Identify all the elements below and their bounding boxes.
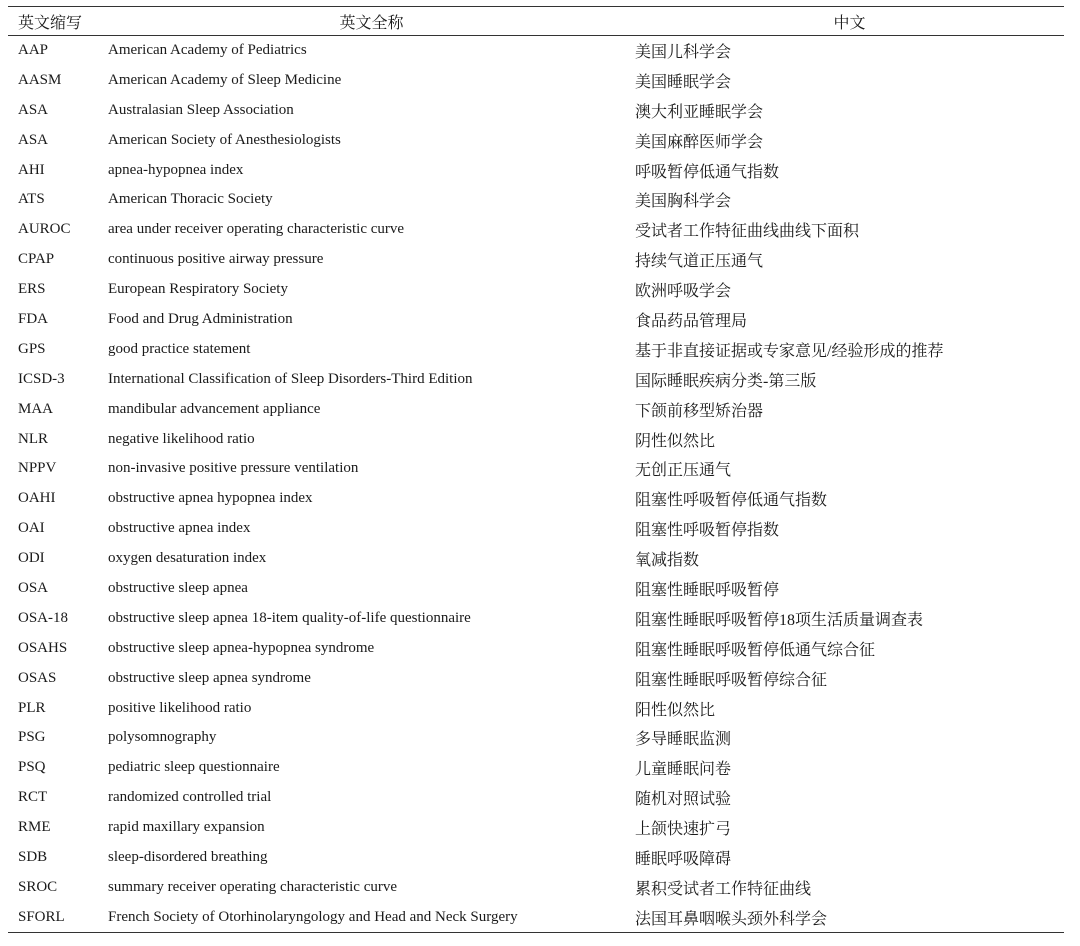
table-row (8, 514, 1064, 544)
cell-abbreviation: SDB (18, 848, 48, 865)
cell-chinese: 阻塞性睡眠呼吸暂停 (635, 581, 780, 599)
table-row (8, 843, 1064, 873)
cell-abbreviation: ASA (18, 101, 49, 118)
table-row (8, 36, 1064, 66)
abbreviation-table (8, 6, 1064, 933)
cell-chinese: 睡眠呼吸障碍 (635, 850, 732, 868)
cell-chinese: 美国儿科学会 (635, 44, 732, 62)
cell-abbreviation: AHI (18, 161, 45, 178)
cell-full-name: non-invasive positive pressure ventilation (108, 460, 359, 477)
cell-chinese: 欧洲呼吸学会 (635, 283, 732, 301)
table-header (8, 7, 1064, 36)
table-row (8, 633, 1064, 663)
cell-chinese: 美国胸科学会 (635, 193, 732, 211)
table-row (8, 275, 1064, 305)
cell-abbreviation: ASA (18, 131, 49, 148)
cell-full-name: obstructive apnea index (108, 520, 251, 537)
cell-abbreviation: AASM (18, 71, 62, 88)
cell-full-name: obstructive sleep apnea 18-item quality-of-life questionnaire (108, 609, 471, 626)
cell-abbreviation: ERS (18, 281, 46, 298)
cell-full-name: obstructive sleep apnea syndrome (108, 669, 311, 686)
cell-abbreviation: OSAHS (18, 639, 68, 656)
table-row (8, 813, 1064, 843)
cell-chinese: 阻塞性睡眠呼吸暂停综合征 (635, 671, 828, 689)
table-row (8, 544, 1064, 574)
cell-abbreviation: GPS (18, 340, 46, 357)
cell-full-name: American Thoracic Society (108, 191, 273, 208)
cell-abbreviation: PSG (18, 729, 46, 746)
cell-full-name: oxygen desaturation index (108, 550, 267, 567)
cell-chinese: 持续气道正压通气 (635, 253, 764, 271)
cell-chinese: 国际睡眠疾病分类-第三版 (635, 372, 817, 390)
table-row (8, 394, 1064, 424)
cell-chinese: 多导睡眠监测 (635, 731, 732, 749)
cell-abbreviation: MAA (18, 400, 54, 417)
cell-chinese: 累积受试者工作特征曲线 (635, 880, 812, 898)
table-row (8, 663, 1064, 693)
cell-chinese: 呼吸暂停低通气指数 (635, 163, 780, 181)
cell-abbreviation: SROC (18, 878, 58, 895)
table-row (8, 454, 1064, 484)
table-row (8, 305, 1064, 335)
cell-abbreviation: FDA (18, 310, 49, 327)
cell-chinese: 澳大利亚睡眠学会 (635, 103, 764, 121)
cell-full-name: obstructive sleep apnea-hypopnea syndrome (108, 639, 375, 656)
cell-abbreviation: OSA (18, 579, 49, 596)
cell-full-name: negative likelihood ratio (108, 430, 255, 447)
cell-abbreviation: OAI (18, 520, 45, 537)
cell-full-name: mandibular advancement appliance (108, 400, 321, 417)
cell-chinese: 阻塞性睡眠呼吸暂停18项生活质量调查表 (635, 611, 924, 629)
table-row (8, 872, 1064, 902)
cell-full-name: apnea-hypopnea index (108, 161, 244, 178)
table-body (8, 36, 1064, 933)
cell-chinese: 法国耳鼻咽喉头颈外科学会 (635, 902, 1064, 932)
table-row (8, 693, 1064, 723)
cell-full-name: summary receiver operating characteristic curve (108, 878, 398, 895)
cell-chinese: 美国睡眠学会 (635, 73, 732, 91)
table-row (8, 125, 1064, 155)
cell-chinese: 随机对照试验 (635, 791, 732, 809)
cell-full-name: good practice statement (108, 340, 251, 357)
cell-full-name: pediatric sleep questionnaire (108, 759, 280, 776)
cell-abbreviation: CPAP (18, 251, 55, 268)
cell-full-name: area under receiver operating characteristic curve (108, 221, 405, 238)
cell-full-name: polysomnography (108, 729, 217, 746)
cell-chinese: 受试者工作特征曲线曲线下面积 (635, 223, 860, 241)
header-full-name: 英文全称 (108, 7, 635, 36)
cell-abbreviation: NPPV (18, 460, 57, 477)
cell-full-name: Australasian Sleep Association (108, 101, 294, 118)
cell-full-name: continuous positive airway pressure (108, 251, 324, 268)
table-row (8, 574, 1064, 604)
cell-chinese: 阳性似然比 (635, 701, 716, 719)
cell-abbreviation: OSAS (18, 669, 57, 686)
cell-full-name: obstructive sleep apnea (108, 579, 248, 596)
cell-abbreviation: OAHI (18, 490, 56, 507)
table-row (8, 364, 1064, 394)
cell-chinese: 阻塞性呼吸暂停低通气指数 (635, 492, 828, 510)
cell-abbreviation: ODI (18, 550, 45, 567)
cell-full-name: rapid maxillary expansion (108, 819, 265, 836)
table-row (8, 185, 1064, 215)
cell-full-name: American Society of Anesthesiologists (108, 131, 341, 148)
cell-chinese: 基于非直接证据或专家意见/经验形成的推荐 (635, 342, 944, 360)
cell-full-name: American Academy of Sleep Medicine (108, 71, 342, 88)
table-row (8, 245, 1064, 275)
cell-abbreviation: RCT (18, 789, 48, 806)
cell-full-name: International Classification of Sleep Disorders-Third Edition (108, 370, 473, 387)
cell-full-name: sleep-disordered breathing (108, 848, 268, 865)
cell-full-name: French Society of Otorhinolaryngology and Head and Neck Surgery (108, 902, 635, 932)
cell-abbreviation: ICSD-3 (18, 370, 65, 387)
cell-abbreviation: AUROC (18, 221, 71, 238)
cell-chinese: 阻塞性睡眠呼吸暂停低通气综合征 (635, 641, 876, 659)
table-row (8, 753, 1064, 783)
table-row (8, 155, 1064, 185)
table-row (8, 603, 1064, 633)
header-chinese: 中文 (635, 7, 1064, 36)
table-row (8, 95, 1064, 125)
cell-full-name: American Academy of Pediatrics (108, 42, 307, 59)
cell-chinese: 上颌快速扩弓 (635, 821, 732, 839)
cell-abbreviation: RME (18, 819, 51, 836)
cell-abbreviation: SFORL (8, 902, 108, 932)
cell-abbreviation: ATS (18, 191, 45, 208)
cell-chinese: 氧减指数 (635, 552, 700, 570)
cell-full-name: positive likelihood ratio (108, 699, 252, 716)
table-row (8, 723, 1064, 753)
header-abbreviation: 英文缩写 (8, 7, 108, 36)
table-row (8, 215, 1064, 245)
table-row (8, 902, 1064, 932)
table-row (8, 783, 1064, 813)
cell-full-name: Food and Drug Administration (108, 310, 293, 327)
table-row (8, 65, 1064, 95)
cell-abbreviation: AAP (18, 42, 49, 59)
cell-abbreviation: PLR (18, 699, 46, 716)
cell-chinese: 下颌前移型矫治器 (635, 402, 764, 420)
cell-full-name: obstructive apnea hypopnea index (108, 490, 313, 507)
cell-chinese: 儿童睡眠问卷 (635, 761, 732, 779)
cell-chinese: 美国麻醉医师学会 (635, 133, 764, 151)
cell-chinese: 食品药品管理局 (635, 312, 748, 330)
cell-abbreviation: OSA-18 (18, 609, 69, 626)
cell-abbreviation: NLR (18, 430, 48, 447)
cell-full-name: European Respiratory Society (108, 281, 288, 298)
cell-chinese: 无创正压通气 (635, 462, 732, 480)
cell-chinese: 阴性似然比 (635, 432, 716, 450)
cell-abbreviation: PSQ (18, 759, 46, 776)
table-row (8, 424, 1064, 454)
header-row (8, 7, 1064, 36)
table-row (8, 334, 1064, 364)
cell-full-name: randomized controlled trial (108, 789, 272, 806)
cell-chinese: 阻塞性呼吸暂停指数 (635, 522, 780, 540)
table-row (8, 484, 1064, 514)
